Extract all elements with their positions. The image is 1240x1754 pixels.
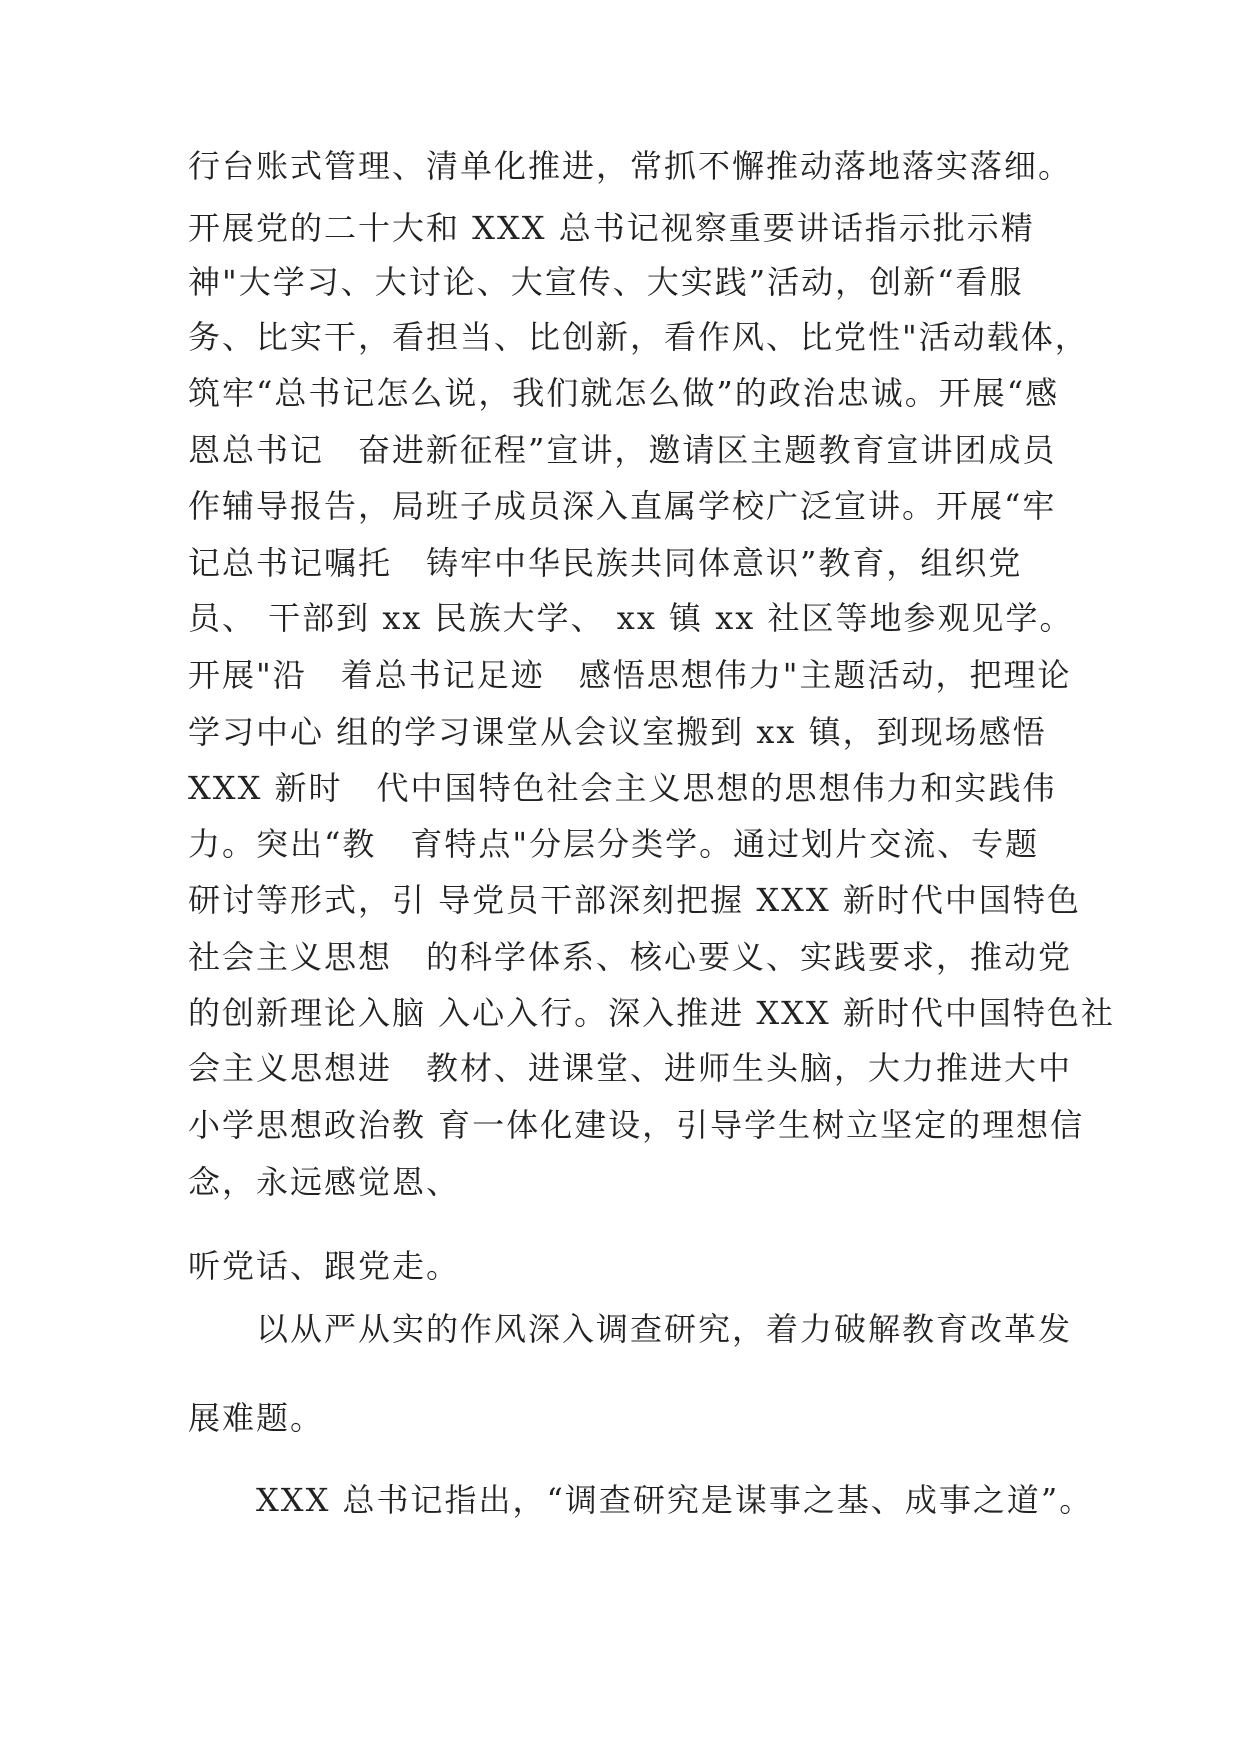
paragraph-line: 听党话、跟党走。 [188,1247,461,1285]
paragraph-line: 作辅导报告，局班子成员深入直属学校广泛宣讲。开展“牢 [188,487,1057,525]
paragraph-line: 研讨等形式，引 导党员干部深刻把握 XXX 新时代中国特色 [188,881,1081,919]
paragraph-line: 会主义思想进 教材、进课堂、进师生头脑，大力推进大中 [188,1049,1073,1087]
paragraph-line: 念，永远感觉恩、 [188,1163,461,1201]
paragraph-line: 力。突出“教 育特点"分层分类学。通过划片交流、专题 [188,825,1040,863]
paragraph-line: 社会主义思想 的科学体系、核心要义、实践要求，推动党 [188,938,1073,976]
paragraph-line: 恩总书记 奋进新征程”宣讲，邀请区主题教育宣讲团成员 [188,431,1057,469]
paragraph-line: XXX 总书记指出，“调查研究是谋事之基、成事之道”。 [188,1481,1094,1519]
paragraph-line: 开展党的二十大和 XXX 总书记视察重要讲话指示批示精 [188,209,1035,247]
paragraph-line: 以从严从实的作风深入调查研究，着力破解教育改革发 [188,1310,1073,1348]
paragraph-line: 记总书记嘱托 铸牢中华民族共同体意识”教育，组织党 [188,544,1023,582]
paragraph-line: 小学思想政治教 育一体化建设，引导学生树立坚定的理想信 [188,1106,1085,1144]
paragraph-line: 学习中心 组的学习课堂从会议室搬到 xx 镇，到现场感悟 [188,713,1047,751]
paragraph-line: 行台账式管理、清单化推进，常抓不懈推动落地落实落细。 [188,147,1073,185]
paragraph-line: 展难题。 [188,1399,325,1437]
paragraph-line: 的创新理论入脑 入心入行。深入推进 XXX 新时代中国特色社 [188,994,1115,1032]
paragraph-line: 神"大学习、大讨论、大宣传、大实践”活动，创新“看服 [188,263,1024,301]
paragraph-line: 员、 干部到 xx 民族大学、 xx 镇 xx 社区等地参观见学。 [188,599,1074,637]
paragraph-line: XXX 新时 代中国特色社会主义思想的思想伟力和实践伟 [188,769,1057,807]
paragraph-line: 务、比实干，看担当、比创新，看作风、比党性"活动载体， [188,318,1089,356]
paragraph-line: 开展"沿 着总书记足迹 感悟思想伟力"主题活动，把理论 [188,656,1072,694]
paragraph-line: 筑牢“总书记怎么说，我们就怎么做”的政治忠诚。开展“感 [188,374,1060,412]
